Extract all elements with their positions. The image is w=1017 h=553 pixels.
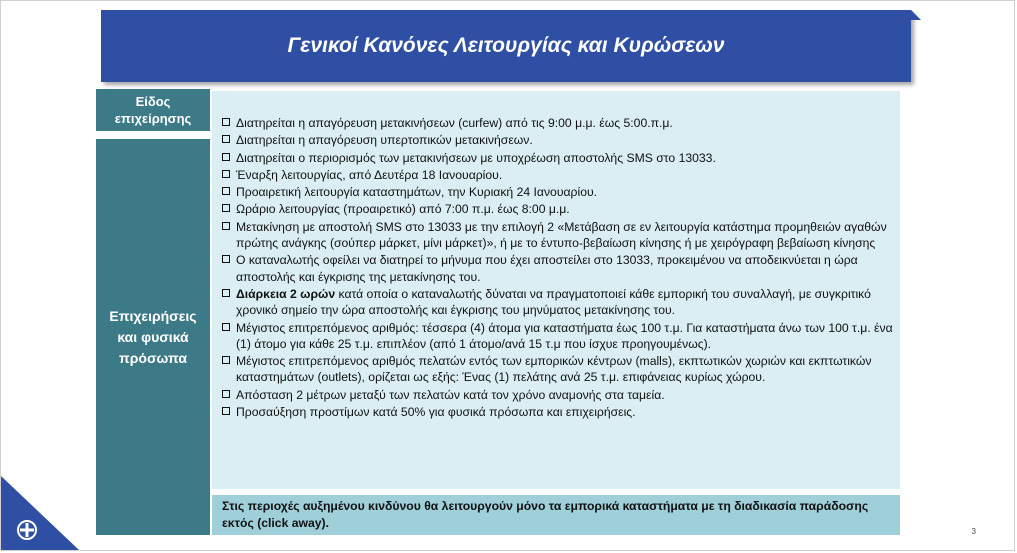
checkbox-bullet-icon [222,222,230,230]
rules-box [212,91,900,489]
rule-item [222,286,894,319]
rule-item [222,320,894,353]
rule-text: Ωράριο λειτουργίας (προαιρετικό) από 7:00 π.μ. έως 8:00 μ.μ. [236,202,570,217]
rule-item [222,132,894,148]
checkbox-bullet-icon [222,289,230,297]
rule-item [222,387,894,403]
slide-title: Γενικοί Κανόνες Λειτουργίας και Κυρώσεων [287,34,725,57]
rule-item [222,219,894,252]
rule-text: Προαιρετική λειτουργία καταστημάτων, την Κυριακή 24 Ιανουαρίου. [236,185,598,200]
title-banner [101,10,911,82]
rule-item [222,252,894,285]
greek-government-emblem-icon [1,476,79,550]
rule-text: Απόσταση 2 μέτρων μεταξύ των πελατών κατά τον χρόνο αναμονής στα ταμεία. [236,387,665,402]
businesses-and-persons-label: Επιχειρήσεις και φυσικά πρόσωπα [96,139,210,535]
rule-item [222,115,894,131]
rule-item [222,184,894,200]
rule-item [222,150,894,166]
checkbox-bullet-icon [222,153,230,161]
checkbox-bullet-icon [222,170,230,178]
rule-text: Διατηρείται η απαγόρευση μετακινήσεων (curfew) από τις 9:00 μ.μ. έως 5:00.π.μ. [236,116,673,130]
rule-emphasis: Διάρκεια 2 ωρών [236,286,336,301]
rule-item [222,353,894,386]
checkbox-bullet-icon [222,407,230,415]
rule-text: Μέγιστος επιτρεπόμενος αριθμός πελατών εντός των εμπορικών κέντρων (malls), εκπτωτικών χωριών και εκπτωτικών καταστημάτων (outlets), ορίζεται ως εξής: Ένας (1) πελάτης ανά 25 τ.μ. επιφάνειας κυρίως χώρου. [236,354,872,385]
rule-text: Μέγιστος επιτρεπόμενος αριθμός: τέσσερα (4) άτομα για καταστήματα έως 100 τ.μ. Για καταστήματα άνω των 100 τ.μ. ένα (1) άτομο για κάθε 25 τ.μ. επιπλέον (από 1 άτομο/ανά 15 τ.μ που ίσχυε προηγουμένως). [236,320,893,351]
checkbox-bullet-icon [222,204,230,212]
checkbox-bullet-icon [222,255,230,263]
high-risk-note: Στις περιοχές αυξημένου κινδύνου θα λειτουργούν μόνο τα εμπορικά καταστήματα με τη διαδικασία παράδοσης εκτός (click away). [212,495,900,535]
rule-item [222,404,894,420]
checkbox-bullet-icon [222,118,230,126]
rule-text: Ο καταναλωτής οφείλει να διατηρεί το μήνυμα που έχει αποστείλει στο 13033, προκειμένου να αποδεικνύεται η ώρα αποστολής και έγκρισης της μετακίνησης του. [236,253,858,284]
page-number: 3 [971,527,976,536]
checkbox-bullet-icon [222,187,230,195]
rules-list [222,115,894,421]
checkbox-bullet-icon [222,323,230,331]
rule-text: Διατηρείται ο περιορισμός των μετακινήσεων με υποχρέωση αποστολής SMS στο 13033. [236,150,716,165]
rule-text: Μετακίνηση με αποστολή SMS στο 13033 με την επιλογή 2 «Μετάβαση σε εν λειτουργία κατάστημα προμηθειών αγαθών πρώτης ανάγκης (σούπερ μάρκετ, μίνι μάρκετ)», ή με το έντυπο-βεβαίωση κίνησης ή με χειρόγραφη βεβαίωση κίνησης [236,219,887,251]
rule-text: Έναρξη λειτουργίας, από Δευτέρα 18 Ιανουαρίου. [236,167,503,182]
business-type-label: Είδος επιχείρησης [96,89,210,131]
rule-text: Προσαύξηση προστίμων κατά 50% για φυσικά πρόσωπα και επιχειρήσεις. [236,405,636,420]
checkbox-bullet-icon [222,390,230,398]
checkbox-bullet-icon [222,356,230,364]
rule-text: Διατηρείται η απαγόρευση υπερτοπικών μετακινήσεων. [236,133,533,148]
rule-text: κατά οποία ο καταναλωτής δύναται να πραγματοποιεί κάθε εμπορική του συναλλαγή, με συγκριτικό χρονικό σημείο την ώρα αποστολής και έγκρισης του μηνύματος μετακίνησης του. [236,286,871,318]
rule-item [222,167,894,183]
rule-item [222,201,894,217]
checkbox-bullet-icon [222,135,230,143]
